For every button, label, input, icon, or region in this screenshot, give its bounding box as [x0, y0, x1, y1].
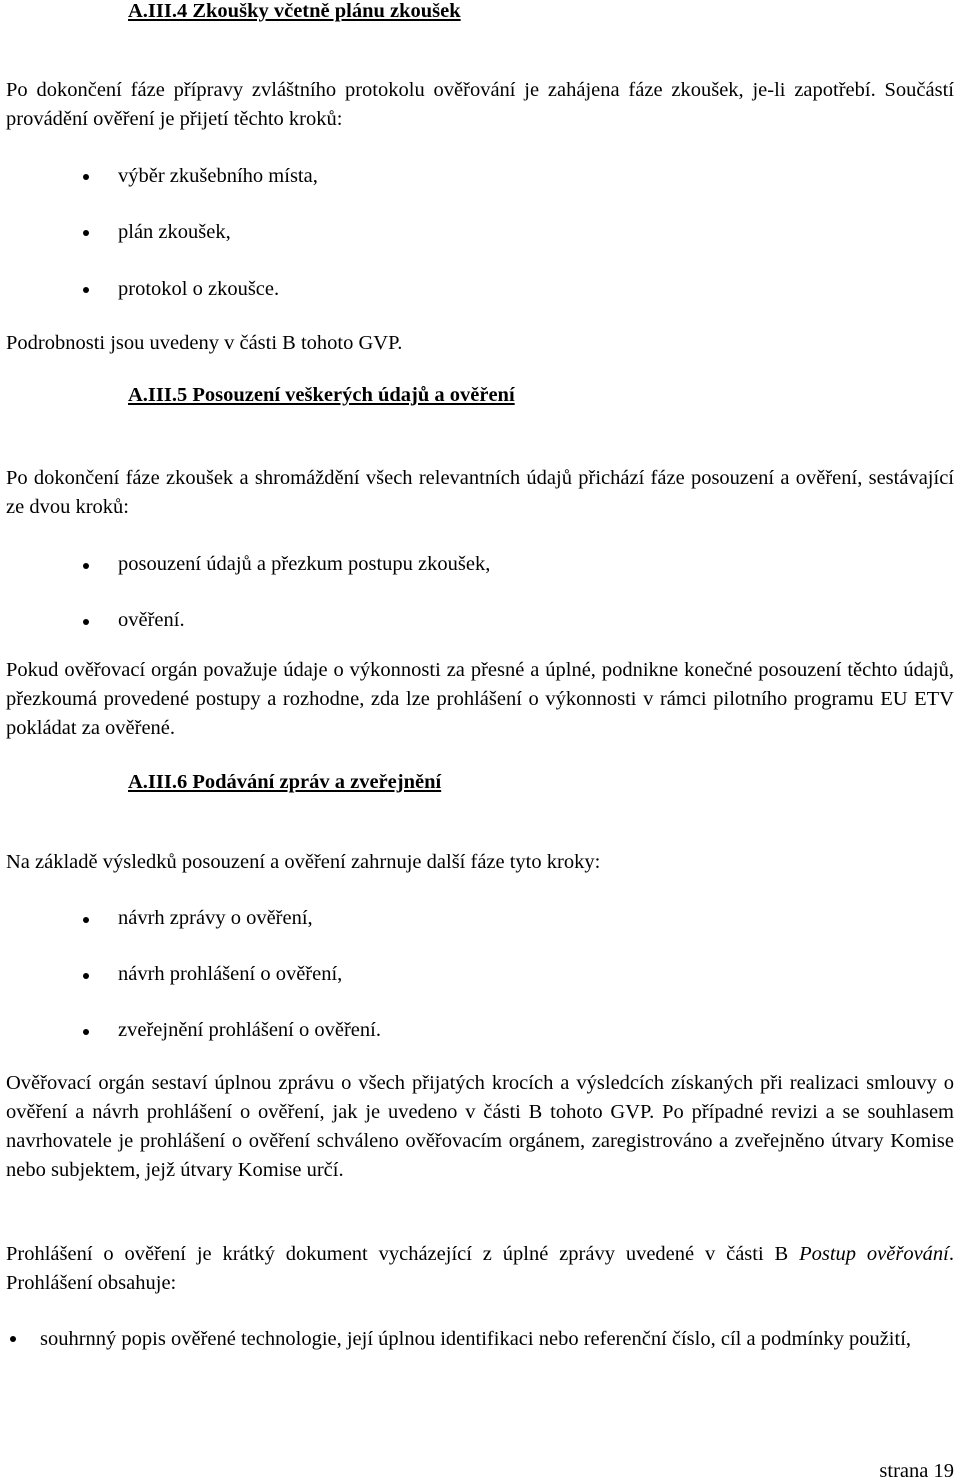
bullet-icon [83, 230, 89, 236]
list-item: posouzení údajů a přezkum postupu zkoušek, [118, 553, 491, 575]
paragraph-2-text-end: . Prohlášení obsahuje: [6, 1243, 954, 1294]
section-a3-6-intro: Na základě výsledků posouzení a ověření zahrnuje další fáze tyto kroky: [6, 851, 601, 873]
section-heading-a3-6: A.III.6 Podávání zpráv a zveřejnění [128, 771, 442, 793]
list-item: zveřejnění prohlášení o ověření. [118, 1019, 381, 1041]
section-a3-6-paragraph-2 [6, 1240, 954, 1298]
section-heading-a3-4: A.III.4 Zkoušky včetně plánu zkoušek [128, 0, 461, 22]
list-item: návrh prohlášení o ověření, [118, 963, 343, 985]
list-item: výběr zkušebního místa, [118, 165, 318, 187]
section-a3-4-intro: Po dokončení fáze přípravy zvláštního protokolu ověřování je zahájena fáze zkoušek, je-li zapotřebí. Součástí provádění ověření je přijetí těchto kroků: [6, 79, 954, 130]
section-heading-a3-5: A.III.5 Posouzení veškerých údajů a ověření [128, 384, 515, 406]
list-item: návrh zprávy o ověření, [118, 907, 313, 929]
bullet-icon [83, 1029, 89, 1035]
section-a3-6-final-bullet: souhrnný popis ověřené technologie, její úplnou identifikaci nebo referenční číslo, cíl a podmínky použití, [40, 1328, 912, 1350]
list-item: plán zkoušek, [118, 221, 231, 243]
section-a3-5-intro: Po dokončení fáze zkoušek a shromáždění všech relevantních údajů přichází fáze posouzení a ověření, sestávající ze dvou kroků: [6, 467, 954, 518]
page-number: strana 19 [879, 1460, 954, 1482]
bullet-icon [83, 287, 89, 293]
paragraph-2-text-start: Prohlášení o ověření je krátký dokument vycházející z úplné zprávy uvedené v části B [6, 1243, 800, 1265]
bullet-icon [83, 619, 89, 625]
section-a3-5-outro: Pokud ověřovací orgán považuje údaje o výkonnosti za přesné a úplné, podnikne konečné posouzení těchto údajů, přezkoumá provedené postupy a rozhodne, zda lze prohlášení o výkonnosti v rámci pilotního programu EU ETV pokládat za ověřené. [6, 659, 954, 739]
section-a3-4-outro: Podrobnosti jsou uvedeny v části B tohoto GVP. [6, 332, 403, 354]
bullet-icon [83, 917, 89, 923]
bullet-icon [83, 563, 89, 569]
section-a3-6-outro: Ověřovací orgán sestaví úplnou zprávu o všech přijatých krocích a výsledcích získaných při realizaci smlouvy o ověření a návrh prohlášení o ověření, jak je uvedeno v části B tohoto GVP. Po případné revizi a se souhlasem navrhovatele je prohlášení o ověření schváleno ověřovacím orgánem, zaregistrováno a zveřejněno útvary Komise nebo subjektem, jejž útvary Komise určí. [6, 1072, 954, 1181]
bullet-icon [83, 174, 89, 180]
list-item: ověření. [118, 609, 185, 631]
paragraph-2-italic-reference: Postup ověřování [799, 1243, 949, 1265]
list-item: protokol o zkoušce. [118, 278, 280, 300]
bullet-icon [10, 1336, 16, 1342]
bullet-icon [83, 973, 89, 979]
